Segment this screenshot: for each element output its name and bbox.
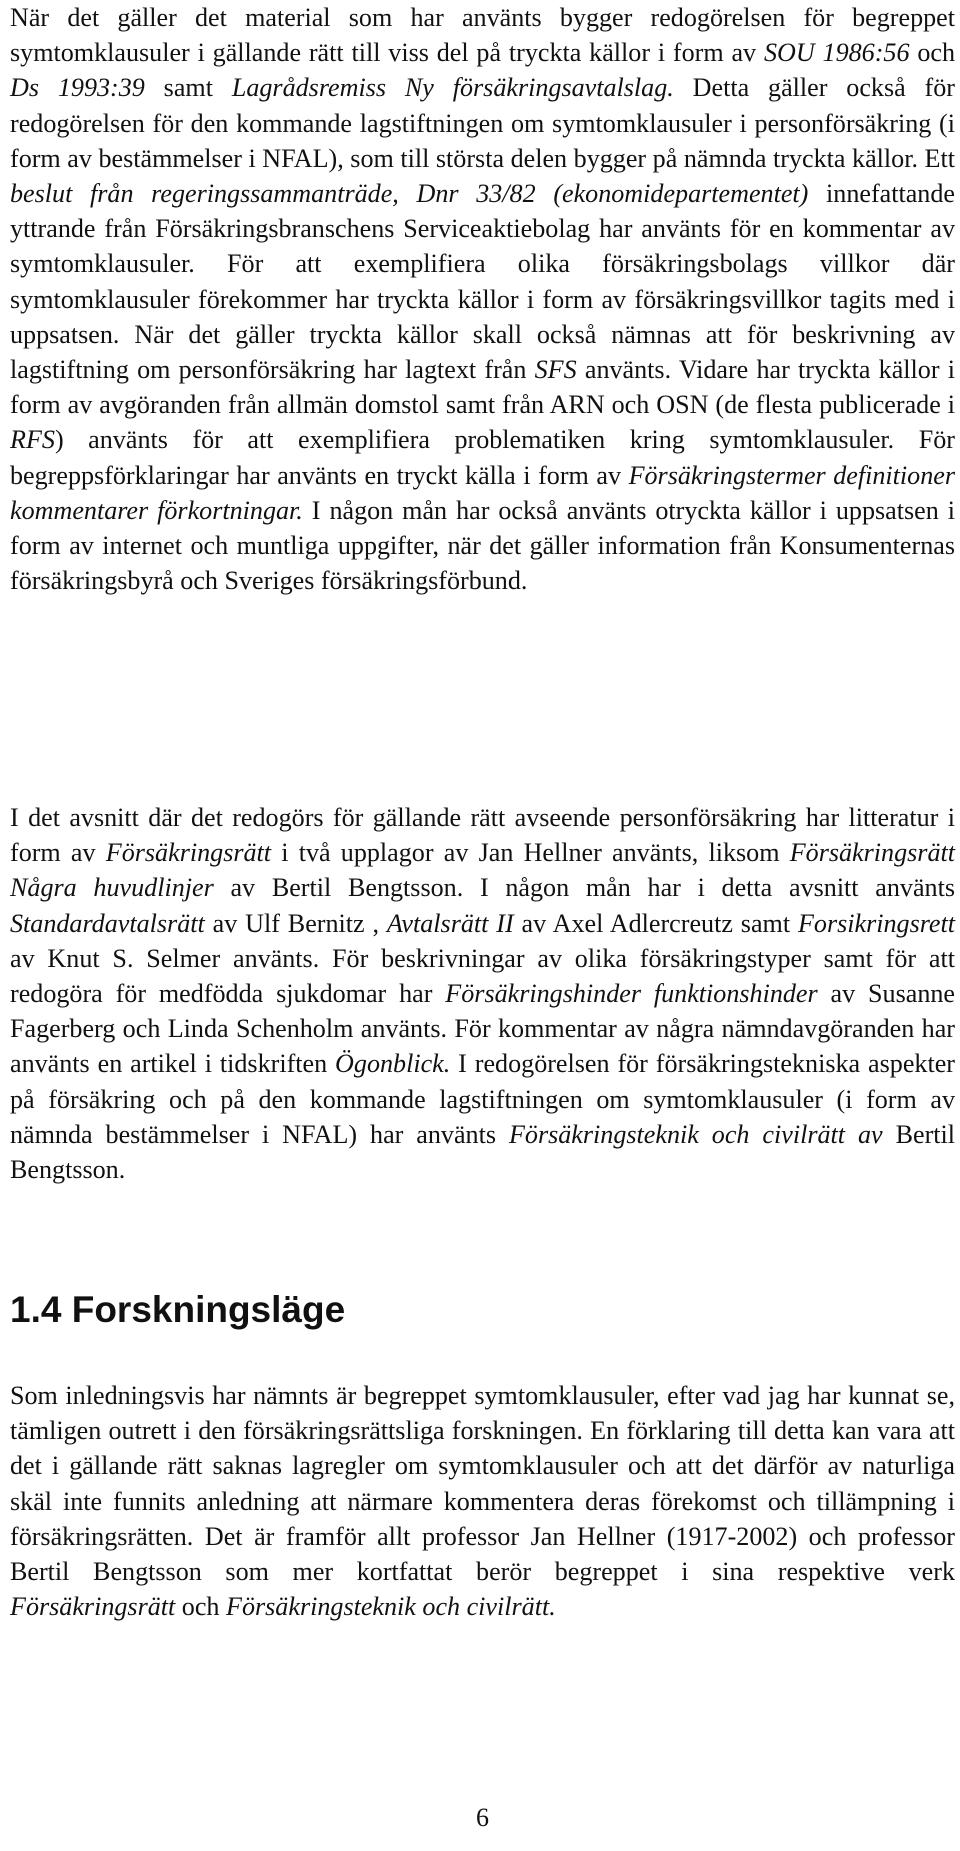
- italic-reference: Försäkringstermer definitioner kommentarer förkortningar.: [10, 460, 956, 525]
- text-run: av Axel Adlercreutz samt: [513, 908, 798, 938]
- text-run: I det avsnitt där det redogörs för gällande rätt avseende personförsäkring har litteratur i form av: [10, 803, 955, 868]
- text-run: innefattande yttrande från Försäkringsbranschens Serviceaktiebolag har använts för en kommentar av symtomklausuler. För att exemplifiera olika försäkringsbolags villkor där symtomklausuler förekommer har tryckta källor i form av försäkringsvillkor tagits med i uppsatsen. När det gäller tryckta källor skall också nämnas att för beskrivning av lagstiftning om personförsäkring har lagtext från: [10, 179, 955, 385]
- italic-reference: Försäkringsteknik och civilrätt.: [226, 1592, 556, 1622]
- italic-reference: SFS: [534, 355, 577, 385]
- italic-reference: Försäkringshinder funktionshinder: [445, 979, 818, 1009]
- section-heading: 1.4 Forskningsläge: [10, 1289, 346, 1330]
- italic-reference: Lagrådsremiss Ny försäkringsavtalslag.: [231, 73, 674, 103]
- text-run: använts. Vidare har tryckta källor i form av avgöranden från allmän domstol samt från ARN och OSN (de flesta publicerade i: [10, 355, 955, 420]
- text-run: samt: [144, 73, 232, 103]
- text-run: av Ulf Bernitz ,: [204, 908, 387, 938]
- paragraph-sources-printed: [10, 0, 955, 598]
- italic-reference: Ögonblick.: [335, 1049, 451, 1079]
- italic-reference: Forsikringsrett: [797, 908, 956, 938]
- text-run: av Bertil Bengtsson. I någon mån har i detta avsnitt använts: [213, 873, 955, 903]
- italic-reference: RFS: [10, 425, 55, 455]
- text-run: Bertil Bengtsson.: [10, 1119, 956, 1185]
- italic-reference: Avtalsrätt II: [386, 908, 514, 938]
- text-run: Detta gäller också för redogörelsen för den kommande lagstiftningen om symtomklausuler i personförsäkring (i form av bestämmelser i NFAL), som till största delen bygger på nämnda tryckta källor. Ett: [10, 73, 955, 173]
- text-run: i två upplagor av Jan Hellner använts, liksom: [271, 838, 790, 868]
- text-run: I någon mån har också använts otryckta källor i uppsatsen i form av internet och muntliga uppgifter, när det gäller information från Konsumenternas försäkringsbyrå och Sveriges försäkringsförbund.: [10, 495, 955, 596]
- text-run: I redogörelsen för försäkringstekniska aspekter på försäkring och på den kommande lagstiftningen om symtomklausuler (i form av nämnda bestämmelser i NFAL) har använts: [10, 1049, 955, 1149]
- paragraph-literature: [10, 800, 955, 1187]
- text-run: och: [909, 38, 956, 68]
- page-number: 6: [476, 1803, 489, 1832]
- text-run: av Knut S. Selmer använts. För beskrivningar av olika försäkringstyper samt för att redogöra för medfödda sjukdomar har: [10, 943, 955, 1009]
- italic-reference: Standardavtalsrätt: [10, 908, 205, 938]
- italic-reference: SOU 1986:56: [763, 38, 910, 68]
- italic-reference: beslut från regeringssammanträde, Dnr 33/82 (ekonomidepartementet): [10, 179, 809, 209]
- text-run: och: [175, 1592, 227, 1622]
- italic-reference: Försäkringsrätt Några huvudlinjer: [10, 838, 955, 903]
- text-run: När det gäller det material som har använts bygger redogörelsen för begreppet symtomklausuler i gällande rätt till viss del på tryckta källor i form av: [10, 3, 955, 68]
- italic-reference: Försäkringsrätt: [105, 838, 272, 868]
- italic-reference: Försäkringsrätt: [10, 1592, 176, 1622]
- text-run: Som inledningsvis har nämnts är begreppet symtomklausuler, efter vad jag har kunnat se, tämligen outrett i den försäkringsrättsliga forskningen. En förklaring till detta kan vara att det i gällande rätt saknas lagregler om symtomklausuler och att det därför av naturliga skäl inte funnits anledning att närmare kommentera deras förekomst och tillämpning i försäkringsrätten. Det är framför allt professor Jan Hellner (1917-2002) och professor Bertil Bengtsson som mer kortfattat berör begreppet i sina respektive verk: [10, 1381, 955, 1587]
- text-run: av Susanne Fagerberg och Linda Schenholm använts. För kommentar av några nämndavgöranden har använts en artikel i tidskriften: [10, 979, 955, 1079]
- italic-reference: Ds 1993:39: [10, 73, 145, 103]
- paragraph-research-status: [10, 1378, 955, 1624]
- italic-reference: Försäkringsteknik och civilrätt av: [508, 1119, 883, 1149]
- text-run: ) använts för att exemplifiera problematiken kring symtomklausuler. För begreppsförklaringar har använts en tryckt källa i form av: [10, 425, 955, 490]
